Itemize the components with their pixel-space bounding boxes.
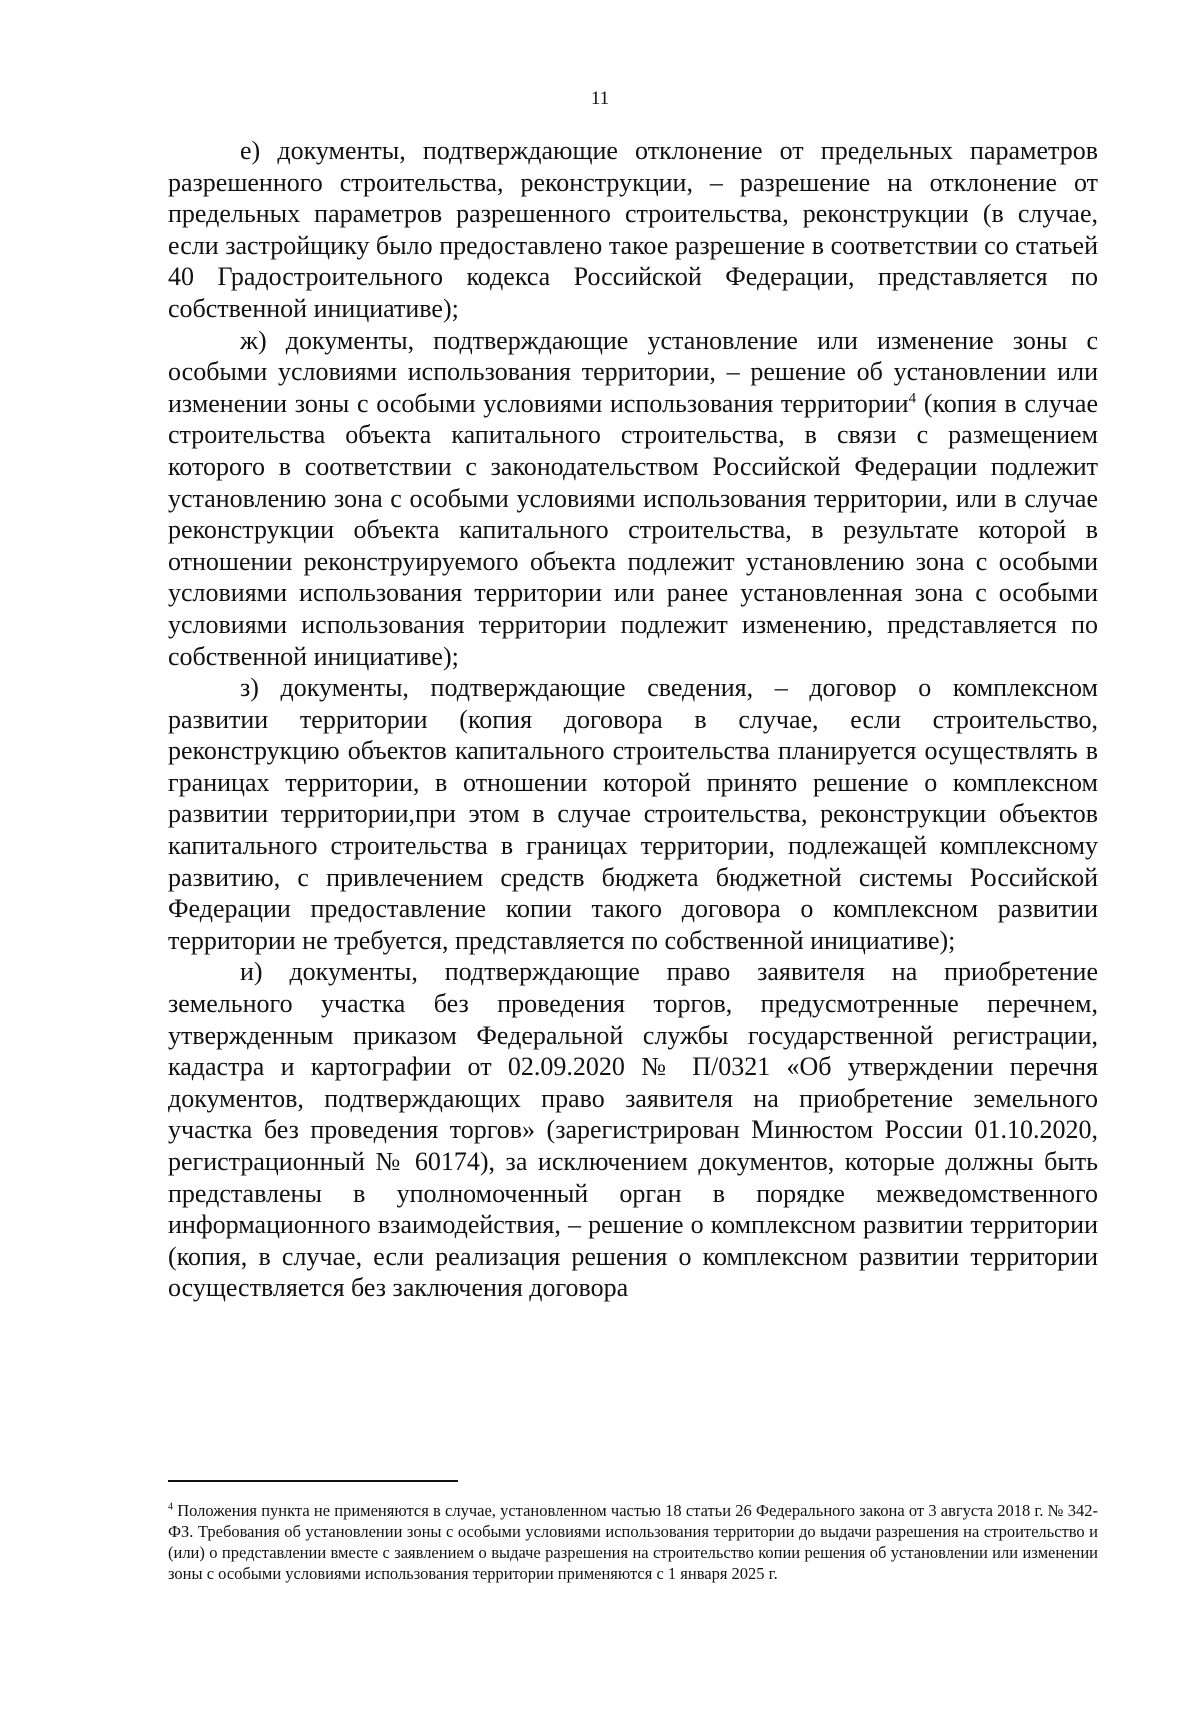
- page-number: 11: [590, 88, 610, 109]
- document-body: [168, 135, 1098, 1304]
- paragraph-i: и) документы, подтверждающие право заявителя на приобретение земельного участка без проведения торгов, предусмотренные перечнем, утвержденным приказом Федеральной службы государственной регистрации, кадастра и картографии от 02.09.2020 № П/0321 «Об утверждении перечня документов, подтверждающих право заявителя на приобретение земельного участка без проведения торгов» (зарегистрирован Минюстом России 01.10.2020, регистрационный № 60174), за исключением документов, которые должны быть представлены в уполномоченный орган в порядке межведомственного информационного взаимодействия, – решение о комплексном развитии территории (копия, в случае, если реализация решения о комплексном развитии территории осуществляется без заключения договора: [168, 957, 1098, 1303]
- footnote-text: Положения пункта не применяются в случае, установленном частью 18 статьи 26 Федерального закона от 3 августа 2018 г. № 342-ФЗ. Требования об установлении зоны с особыми условиями использования территории до выдачи разрешения на строительство и (или) о представлении вместе с заявлением о выдаче разрешения на строительство копии решения об установлении или изменении зоны с особыми условиями использования территории применяются с 1 января 2025 г.: [168, 1501, 1098, 1583]
- paragraph-e: е) документы, подтверждающие отклонение от предельных параметров разрешенного строительства, реконструкции, – разрешение на отклонение от предельных параметров разрешенного строительства, реконструкции (в случае, если застройщику было предоставлено такое разрешение в соответствии со статьей 40 Градостроительного кодекса Российской Федерации, представляется по собственной инициативе);: [168, 136, 1098, 323]
- paragraph-zh-text: ж) документы, подтверждающие установление или изменение зоны с особыми условиями использования территории, – решение об установлении или изменении зоны с особыми условиями использования территории: [168, 325, 1098, 418]
- footnote: [168, 1500, 1098, 1584]
- paragraph-z: з) документы, подтверждающие сведения, – договор о комплексном развитии территории (копия договора в случае, если строительство, реконструкцию объектов капитального строительства планируется осуществлять в границах территории, в отношении которой принято решение о комплексном развитии территории,при этом в случае строительства, реконструкции объектов капитального строительства в границах территории, подлежащей комплексному развитию, с привлечением средств бюджета бюджетной системы Российской Федерации предоставление копии такого договора о комплексном развитии территории не требуется, представляется по собственной инициативе);: [168, 673, 1098, 955]
- paragraph-zh-text-continued: (копия в случае строительства объекта капитального строительства, в связи с размещением которого в соответствии с законодательством Российской Федерации подлежит установлению зона с особыми условиями использования территории, или в случае реконструкции объекта капитального строительства, в результате которой в отношении реконструируемого объекта подлежит установлению зона с особыми условиями использования территории или ранее установленная зона с особыми условиями использования территории подлежит изменению, представляется по собственной инициативе);: [168, 388, 1098, 671]
- paragraph-zh: [168, 325, 1098, 673]
- footnote-reference: 4: [908, 390, 917, 407]
- footnote-separator: [168, 1480, 458, 1482]
- footnote-marker: 4: [168, 1501, 173, 1513]
